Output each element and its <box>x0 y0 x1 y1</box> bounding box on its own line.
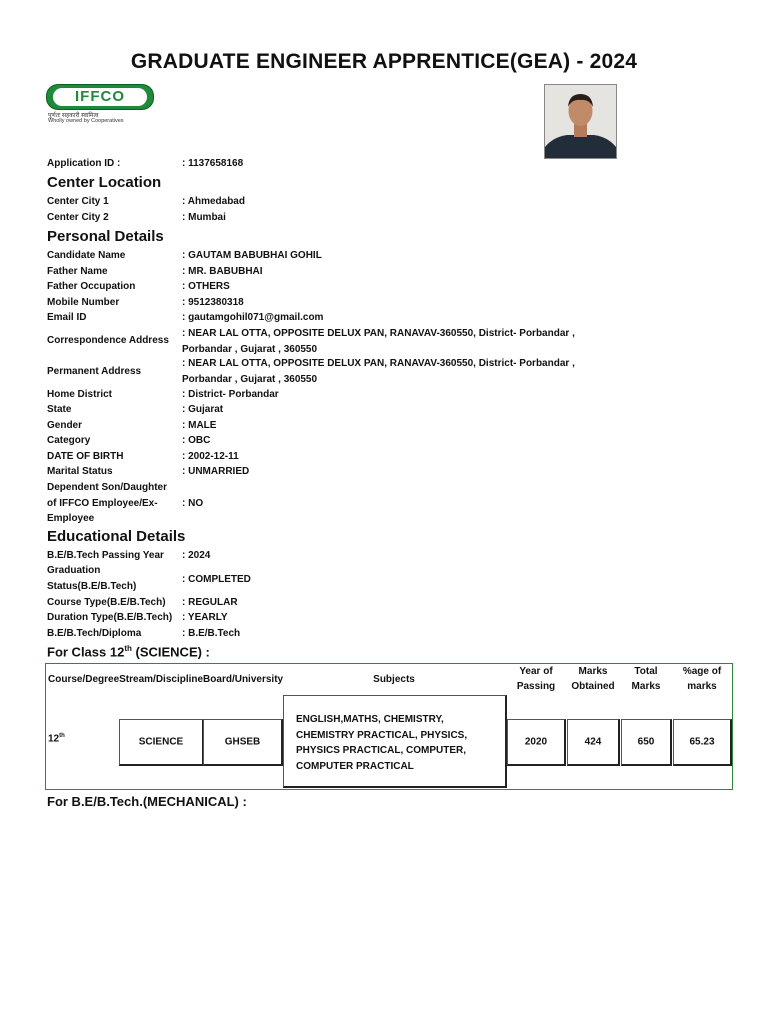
gender-value: : MALE <box>182 420 217 431</box>
personal-details-heading: Personal Details <box>47 228 164 245</box>
dependent-label-line3: Employee <box>47 513 95 524</box>
col-pct-header-line1: %age of <box>682 666 722 677</box>
dependent-value: : NO <box>182 498 204 509</box>
permanent-address-line2: Porbandar , Gujarat , 360550 <box>182 374 318 385</box>
father-name-label: Father Name <box>47 266 108 277</box>
passing-year-value: : 2024 <box>182 550 211 561</box>
permanent-address-label: Permanent Address <box>47 366 142 377</box>
total-cell <box>621 719 672 766</box>
mobile-value: : 9512380318 <box>182 297 244 308</box>
col-marks-header-line2: Obtained <box>571 681 615 692</box>
subjects-cell <box>283 695 507 788</box>
iffco-logo <box>46 84 154 124</box>
logo-tagline: Wholly owned by Cooperatives <box>48 118 124 124</box>
col-total-header <box>622 664 670 694</box>
class12-table <box>45 663 733 790</box>
page-title: GRADUATE ENGINEER APPRENTICE(GEA) - 2024 <box>130 50 638 73</box>
center-city-1-label: Center City 1 <box>47 196 109 207</box>
course-cell-sup: th <box>59 733 65 739</box>
board-cell-text: GHSEB <box>224 736 261 748</box>
educational-details-heading: Educational Details <box>47 528 186 545</box>
passing-year-label: B.E/B.Tech Passing Year <box>47 550 164 561</box>
course-cell-text: 12 <box>48 733 60 745</box>
mobile-label: Mobile Number <box>47 297 120 308</box>
course-type-value: : REGULAR <box>182 597 238 608</box>
candidate-photo <box>544 84 617 159</box>
subjects-line3: PHYSICS PRACTICAL, COMPUTER, <box>296 745 467 756</box>
dob-value: : 2002-12-11 <box>182 451 239 462</box>
class12-heading-text: For Class 12 <box>47 644 125 660</box>
col-year-header-line1: Year of <box>519 666 553 677</box>
email-value: : gautamgohil071@gmail.com <box>182 312 324 323</box>
duration-type-label: Duration Type(B.E/B.Tech) <box>47 612 173 623</box>
application-id-label: Application ID : <box>47 158 121 169</box>
diploma-value: : B.E/B.Tech <box>182 628 241 639</box>
pct-cell <box>673 719 732 766</box>
category-value: : OBC <box>182 435 211 446</box>
dependent-label-line2: of IFFCO Employee/Ex- <box>47 498 158 509</box>
marital-status-value: : UNMARRIED <box>182 466 250 477</box>
class12-heading-sup: th <box>124 644 132 653</box>
application-id-value: : 1137658168 <box>182 158 244 169</box>
col-pct-header <box>674 664 730 694</box>
pct-cell-text: 65.23 <box>689 736 715 748</box>
year-cell <box>507 719 566 766</box>
col-total-header-line2: Marks <box>631 681 661 692</box>
graduation-status-value: : COMPLETED <box>182 574 251 585</box>
logo-text: IFFCO <box>53 88 147 106</box>
candidate-name-label: Candidate Name <box>47 250 126 261</box>
marital-status-label: Marital Status <box>47 466 113 477</box>
center-city-1-value: : Ahmedabad <box>182 196 245 207</box>
father-name-value: : MR. BABUBHAI <box>182 266 263 277</box>
col-course-header: Course/DegreeStream/DisciplineBoard/University <box>48 674 284 685</box>
course-type-label: Course Type(B.E/B.Tech) <box>47 597 166 608</box>
col-year-header <box>508 664 564 694</box>
class12-heading-suffix: (SCIENCE) : <box>131 644 210 660</box>
marks-cell-text: 424 <box>584 736 602 748</box>
col-marks-header-line1: Marks <box>578 666 608 677</box>
graduation-status-label-line1: Graduation <box>47 565 101 576</box>
col-total-header-line1: Total <box>634 666 658 677</box>
correspondence-address-label: Correspondence Address <box>47 335 169 346</box>
col-marks-header <box>568 664 618 694</box>
correspondence-address-line2: Porbandar , Gujarat , 360550 <box>182 344 318 355</box>
be-btech-heading: For B.E/B.Tech.(MECHANICAL) : <box>47 794 247 809</box>
gender-label: Gender <box>47 420 83 431</box>
logo-oval <box>46 84 154 110</box>
board-cell <box>203 719 283 766</box>
center-city-2-value: : Mumbai <box>182 212 226 223</box>
candidate-name-value: : GAUTAM BABUBHAI GOHIL <box>182 250 322 261</box>
stream-cell <box>119 719 204 766</box>
permanent-address-line1: : NEAR LAL OTTA, OPPOSITE DELUX PAN, RANAVAV-360550, District- Porbandar , <box>182 358 575 369</box>
center-city-2-label: Center City 2 <box>47 212 109 223</box>
marks-cell <box>567 719 620 766</box>
class12-heading <box>47 644 210 659</box>
father-occupation-label: Father Occupation <box>47 281 136 292</box>
duration-type-value: : YEARLY <box>182 612 228 623</box>
year-cell-text: 2020 <box>524 736 548 748</box>
col-pct-header-line2: marks <box>687 681 717 692</box>
state-value: : Gujarat <box>182 404 224 415</box>
dob-label: DATE OF BIRTH <box>47 451 124 462</box>
graduation-status-label-line2: Status(B.E/B.Tech) <box>47 581 137 592</box>
correspondence-address-line1: : NEAR LAL OTTA, OPPOSITE DELUX PAN, RANAVAV-360550, District- Porbandar , <box>182 328 575 339</box>
col-subjects-header: Subjects <box>373 674 415 685</box>
dependent-label-line1: Dependent Son/Daughter <box>47 482 168 493</box>
diploma-label: B.E/B.Tech/Diploma <box>47 628 142 639</box>
subjects-line1: ENGLISH,MATHS, CHEMISTRY, <box>296 714 444 725</box>
father-occupation-value: : OTHERS <box>182 281 230 292</box>
stream-cell-text: SCIENCE <box>138 736 184 748</box>
subjects-line4: COMPUTER PRACTICAL <box>296 760 414 772</box>
state-label: State <box>47 404 72 415</box>
home-district-value: : District- Porbandar <box>182 389 279 400</box>
course-cell <box>48 733 65 744</box>
col-year-header-line2: Passing <box>516 681 556 692</box>
total-cell-text: 650 <box>637 736 655 748</box>
center-location-heading: Center Location <box>47 174 162 191</box>
category-label: Category <box>47 435 91 446</box>
email-label: Email ID <box>47 312 87 323</box>
subjects-line2: CHEMISTRY PRACTICAL, PHYSICS, <box>296 729 468 741</box>
subjects-cell-text <box>296 712 497 774</box>
home-district-label: Home District <box>47 389 113 400</box>
logo-tagline-hindi: पूर्णतः सहकारी स्वामित्व <box>48 113 99 119</box>
